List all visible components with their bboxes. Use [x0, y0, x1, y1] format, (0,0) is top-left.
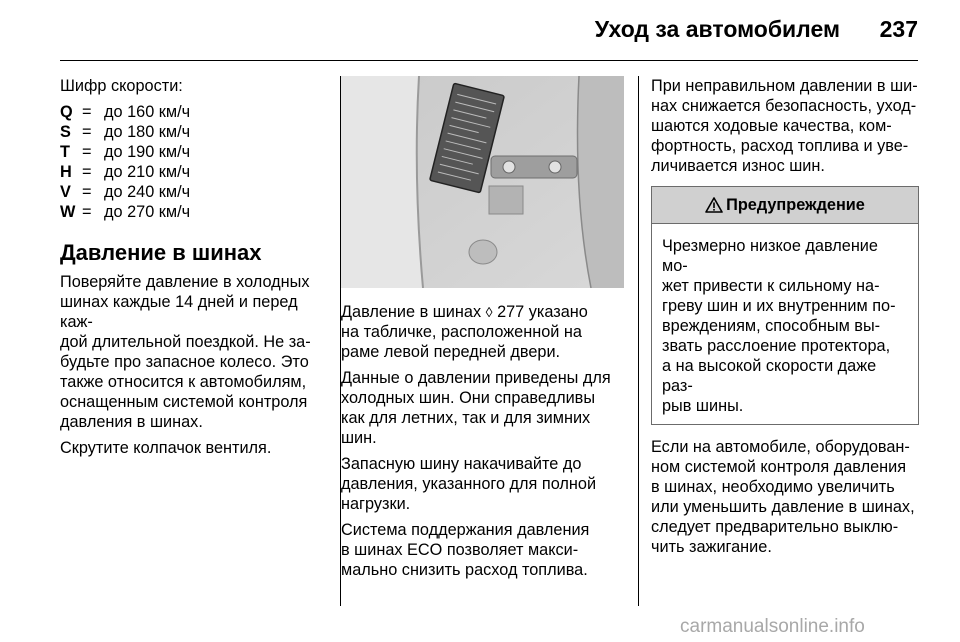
speed-code-row: [60, 142, 190, 162]
middle-column: [341, 76, 631, 586]
text-line: раме левой передней двери.: [341, 343, 561, 361]
text-line: нагрузки.: [341, 495, 411, 513]
text-line: Система поддержания давления: [341, 521, 590, 539]
text-line: звать расслоение протектора,: [662, 337, 891, 355]
text-line: на табличке, расположенной на: [341, 323, 582, 341]
paragraph-wrong-pressure: [651, 76, 919, 176]
paragraph-eco-system: [341, 520, 631, 580]
section-heading-tire-pressure: Давление в шинах: [60, 240, 262, 265]
warning-triangle-icon: [705, 197, 723, 213]
text-line: чить зажигание.: [651, 538, 772, 556]
speed-code-value: до 160 км/ч: [104, 103, 191, 121]
paragraph-valve-cap: Скрутите колпачок вентиля.: [60, 439, 272, 457]
text-line: рыв шины.: [662, 397, 744, 415]
warning-title: Предупреждение: [726, 196, 865, 214]
text-line: давления, указанного для полной: [341, 475, 597, 493]
text-line: жет привести к сильному на-: [662, 277, 880, 295]
page-header-title: Уход за автомобилем: [594, 16, 840, 42]
speed-code-value: до 210 км/ч: [104, 163, 191, 181]
text-line: шин.: [341, 429, 377, 447]
text-line: шинах каждые 14 дней и перед каж-: [60, 293, 298, 331]
paragraph-spare-tire: [341, 454, 631, 514]
text-line: ном системой контроля давления: [651, 458, 907, 476]
watermark: carmanualsonline.info: [680, 616, 865, 637]
speed-code-equals: =: [82, 123, 92, 141]
speed-code-row: [60, 102, 190, 122]
paragraph-ignition-off: [651, 437, 919, 557]
speed-code-letter: V: [60, 183, 71, 201]
warning-box: [651, 186, 919, 425]
speed-code-equals: =: [82, 103, 92, 121]
text-line: шаются ходовые качества, ком-: [651, 117, 892, 135]
text-line: давления в шинах.: [60, 413, 203, 431]
warning-text: [662, 236, 908, 416]
text-line: также относится к автомобилям,: [60, 373, 307, 391]
speed-code-equals: =: [82, 203, 92, 221]
warning-body: [652, 224, 918, 424]
text-line: в шинах ECO позволяет макси-: [341, 541, 579, 559]
text-line: а на высокой скорости даже раз-: [662, 357, 877, 395]
speed-code-row: [60, 182, 190, 202]
left-column: [60, 76, 328, 464]
text-line: При неправильном давлении в ши-: [651, 77, 918, 95]
warning-header: [652, 187, 918, 224]
header-divider: [60, 60, 918, 61]
speed-code-row: [60, 202, 190, 222]
text-line: будьте про запасное колесо. Это: [60, 353, 309, 371]
text-line: личивается износ шин.: [651, 157, 825, 175]
speed-code-equals: =: [82, 183, 92, 201]
caption-text-rest: [341, 323, 582, 361]
text-line: Чрезмерно низкое давление мо-: [662, 237, 878, 275]
speed-code-value: до 240 км/ч: [104, 183, 191, 201]
speed-code-letter: W: [60, 203, 76, 221]
speed-code-equals: =: [82, 143, 92, 161]
text-line: фортность, расход топлива и уве-: [651, 137, 909, 155]
speed-code-equals: =: [82, 163, 92, 181]
text-line: Поверяйте давление в холодных: [60, 273, 310, 291]
speed-code-letter: Q: [60, 103, 73, 121]
text-line: греву шин и их внутренним по-: [662, 297, 896, 315]
text-line: следует предварительно выклю-: [651, 518, 899, 536]
text-line: дой длительной поездкой. Не за-: [60, 333, 311, 351]
text-line: Данные о давлении приведены для: [341, 369, 611, 387]
text-line: холодных шин. Они справедливы: [341, 389, 596, 407]
paragraph-check-pressure: [60, 272, 328, 432]
right-column: [651, 76, 919, 563]
text-line: оснащенным системой контроля: [60, 393, 308, 411]
speed-code-intro: Шифр скорости:: [60, 77, 183, 95]
text-line: в шинах, необходимо увеличить: [651, 478, 895, 496]
page-number: 237: [879, 16, 918, 42]
speed-code-value: до 180 км/ч: [104, 123, 191, 141]
text-line: нах снижается безопасность, уход-: [651, 97, 917, 115]
speed-code-value: до 270 км/ч: [104, 203, 191, 221]
speed-code-letter: T: [60, 143, 70, 161]
speed-code-row: [60, 122, 190, 142]
speed-code-value: до 190 км/ч: [104, 143, 191, 161]
figure-caption: [341, 302, 631, 362]
text-line: Если на автомобиле, оборудован-: [651, 438, 910, 456]
door-frame-illustration: [341, 76, 624, 288]
text-line: Запасную шину накачивайте до: [341, 455, 582, 473]
speed-code-letter: S: [60, 123, 71, 141]
caption-text-ref: 277 указано: [492, 303, 588, 321]
column-divider-right: [638, 76, 639, 606]
page-reference-icon: ◊: [485, 304, 493, 320]
door-frame-tire-label-figure: [341, 76, 624, 288]
speed-code-row: [60, 162, 190, 182]
caption-text-start: Давление в шинах: [341, 303, 486, 321]
text-line: мально снизить расход топлива.: [341, 561, 588, 579]
text-line: или уменьшить давление в шинах,: [651, 498, 915, 516]
text-line: вреждениям, способным вы-: [662, 317, 881, 335]
text-line: как для летних, так и для зимних: [341, 409, 591, 427]
paragraph-cold-tires: [341, 368, 631, 448]
speed-code-table: [60, 102, 190, 222]
speed-code-letter: H: [60, 163, 72, 181]
